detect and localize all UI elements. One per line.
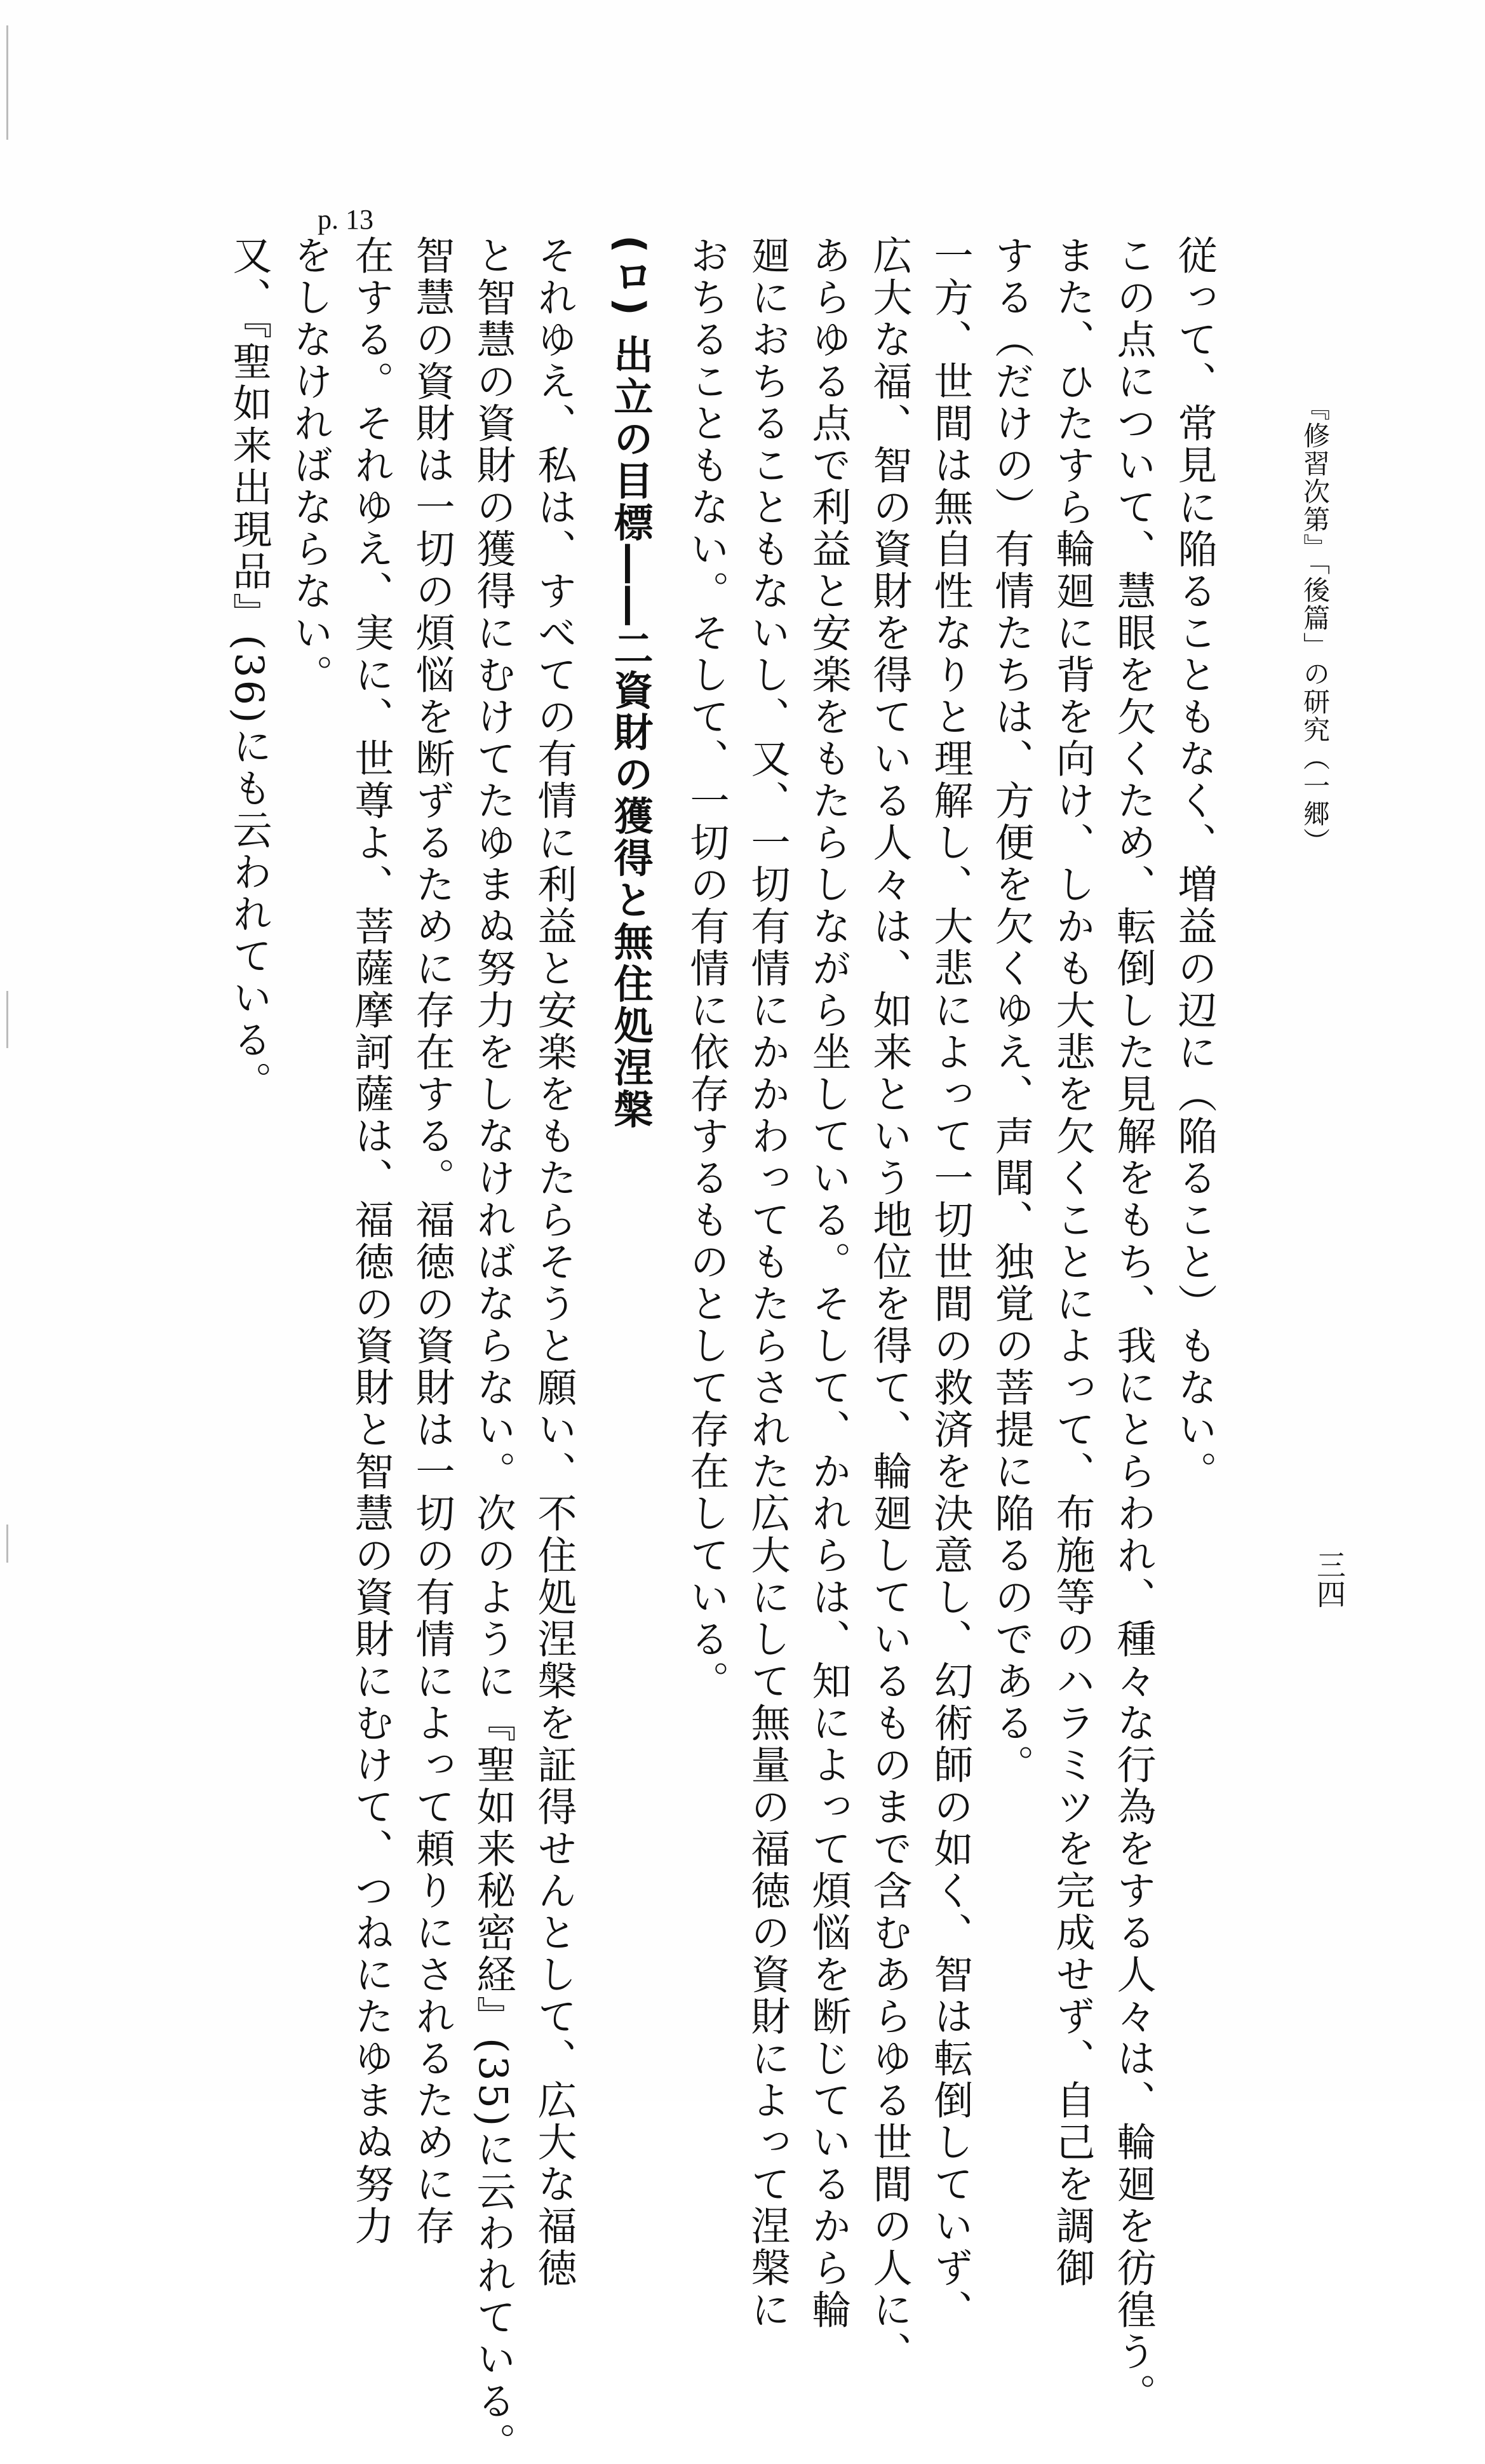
text-line: また、ひたすら輪廻に背を向け、しかも大悲を欠くことによって、布施等のハラミツを完成せず、自己を調御 xyxy=(1049,235,1096,2289)
text-line: をしなければならない。 xyxy=(287,235,333,696)
text-line: それゆえ、私は、すべての有情に利益と安楽をもたらそうと願い、不住処涅槃を証得せんとして、広大な福徳 xyxy=(531,235,577,2289)
text-line: 広大な福、智の資財を得ている人々は、如来という地位を得て、輪廻しているものまで含むあらゆる世間の人に、 xyxy=(866,235,913,2373)
text-line: この点について、慧眼を欠くため、転倒した見解をもち、我にとらわれ、種々な行為をする人々は、輪廻を彷徨う。 xyxy=(1110,235,1157,2415)
scan-edge-mark xyxy=(6,991,8,1048)
scan-edge-mark xyxy=(6,1525,8,1563)
scan-edge-mark xyxy=(6,25,8,140)
text-line: する（だけの）有情たちは、方便を欠くゆえ、声聞、独覚の菩提に陥るのである。 xyxy=(988,235,1035,1786)
text-line: 智慧の資財は一切の煩悩を断ずるために存在する。福徳の資財は一切の有情によって頼りにされるために存 xyxy=(409,235,455,2247)
running-head: 『修習次第』「後篇」の研究（一郷） xyxy=(1300,394,1331,856)
text-line: 一方、世間は無自性なりと理解し、大悲によって一切世間の救済を決意し、幻術師の如く、智は転倒していず、 xyxy=(927,235,974,2331)
page-reference: p. 13 xyxy=(318,204,373,235)
text-line: おちることもない。そして、一切の有情に依存するものとして存在している。 xyxy=(683,235,730,1702)
text-line: 在する。それゆえ、実に、世尊よ、菩薩摩訶薩は、福徳の資財と智慧の資財にむけて、つねにたゆまぬ努力 xyxy=(348,235,394,2247)
page-number: 三四 xyxy=(1312,1550,1347,1608)
body-text xyxy=(218,235,1225,2464)
text-line: と智慧の資財の獲得にむけてたゆまぬ努力をしなければならない。次のように『聖如来秘密経』(35)に云われている。 xyxy=(470,235,516,2464)
section-heading: (ロ) 出立の目標――二資財の獲得と無住処涅槃 xyxy=(607,235,654,1131)
text-line: 従って、常見に陥ることもなく、増益の辺に（陥ること）もない。 xyxy=(1171,235,1218,1493)
text-line: 廻におちることもないし、又、一切有情にかかわってもたらされた広大にして無量の福徳の資財によって涅槃に xyxy=(744,235,791,2331)
text-line: あらゆる点で利益と安楽をもたらしながら坐している。そして、かれらは、知によって煩悩を断じているから輪 xyxy=(805,235,852,2331)
text-line: 又、『聖如来出現品』(36)にも云われている。 xyxy=(226,235,272,1103)
